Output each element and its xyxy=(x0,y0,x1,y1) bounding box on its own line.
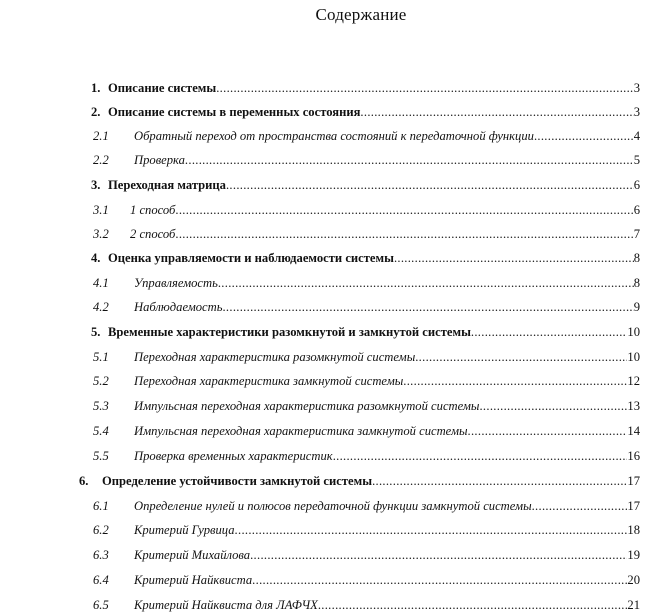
toc-entry-page: 17 xyxy=(627,499,640,513)
dot-leader xyxy=(175,226,633,242)
toc-entry-4-1[interactable] xyxy=(0,275,666,291)
toc-entry-number: 5.4 xyxy=(93,424,109,438)
toc-entry-title: 2 способ xyxy=(130,227,176,241)
toc-entry-title: Импульсная переходная характеристика замкнутой системы xyxy=(134,424,468,438)
dot-leader xyxy=(479,398,627,414)
toc-entry-title: Переходная матрица xyxy=(108,178,226,192)
toc-entry-page: 6 xyxy=(633,178,640,192)
toc-entry-page: 5 xyxy=(633,153,640,167)
toc-entry-title: Импульсная переходная характеристика разомкнутой системы xyxy=(134,399,480,413)
toc-entry-4-2[interactable] xyxy=(0,299,666,315)
toc-entry-page: 19 xyxy=(627,548,640,562)
dot-leader xyxy=(235,522,628,538)
toc-entry-number: 5.1 xyxy=(93,350,109,364)
toc-entry-3[interactable] xyxy=(0,177,666,193)
toc-entry-number: 5.2 xyxy=(93,374,109,388)
toc-entry-page: 10 xyxy=(627,325,640,339)
toc-entry-6-2[interactable] xyxy=(0,522,666,538)
toc-entry-number: 6.5 xyxy=(93,598,109,612)
page-title: Содержание xyxy=(315,5,407,24)
toc-entry-page: 3 xyxy=(633,81,640,95)
dot-leader xyxy=(185,152,634,168)
dot-leader xyxy=(415,349,627,365)
toc-entry-number: 2.1 xyxy=(93,129,109,143)
toc-entry-number: 6.4 xyxy=(93,573,109,587)
dot-leader xyxy=(175,202,633,218)
toc-entry-4[interactable] xyxy=(0,250,666,266)
toc-entry-title: Переходная характеристика разомкнутой системы xyxy=(134,350,416,364)
toc-entry-5-2[interactable] xyxy=(0,373,666,389)
dot-leader xyxy=(250,547,627,563)
toc-entry-number: 3.1 xyxy=(93,203,109,217)
toc-entry-page: 21 xyxy=(627,598,640,612)
toc-entry-title: Переходная характеристика замкнутой системы xyxy=(134,374,404,388)
toc-entry-title: Оценка управляемости и наблюдаемости системы xyxy=(108,251,394,265)
dot-leader xyxy=(226,177,634,193)
dot-leader xyxy=(318,597,628,613)
toc-entry-title: Критерий Михайлова xyxy=(134,548,251,562)
toc-entry-page: 14 xyxy=(627,424,640,438)
toc-entry-5-5[interactable] xyxy=(0,448,666,464)
toc-entry-2[interactable] xyxy=(0,104,666,120)
toc-entry-6-1[interactable] xyxy=(0,498,666,514)
toc-entry-title: Критерий Найквиста xyxy=(134,573,253,587)
toc-entry-page: 12 xyxy=(627,374,640,388)
toc-entry-number: 5. xyxy=(91,325,101,339)
toc-entry-3-2[interactable] xyxy=(0,226,666,242)
toc-entry-page: 3 xyxy=(633,105,640,119)
dot-leader xyxy=(252,572,627,588)
dot-leader xyxy=(403,373,627,389)
toc-entry-title: Критерий Найквиста для ЛАФЧХ xyxy=(134,598,318,612)
toc-entry-page: 13 xyxy=(627,399,640,413)
toc-entry-number: 3.2 xyxy=(93,227,109,241)
toc-entry-title: 1 способ xyxy=(130,203,176,217)
toc-entry-number: 6.1 xyxy=(93,499,109,513)
toc-entry-number: 2. xyxy=(91,105,101,119)
dot-leader xyxy=(360,104,633,120)
toc-entry-page: 4 xyxy=(633,129,640,143)
toc-entry-number: 6.2 xyxy=(93,523,109,537)
toc-entry-6-3[interactable] xyxy=(0,547,666,563)
toc-entry-title: Критерий Гурвица xyxy=(134,523,235,537)
toc-entry-page: 18 xyxy=(627,523,640,537)
toc-entry-6[interactable] xyxy=(0,473,666,489)
toc-entry-2-2[interactable] xyxy=(0,152,666,168)
toc-entry-number: 5.5 xyxy=(93,449,109,463)
toc-entry-5-4[interactable] xyxy=(0,423,666,439)
toc-entry-title: Определение устойчивости замкнутой системы xyxy=(102,474,373,488)
toc-entry-number: 5.3 xyxy=(93,399,109,413)
toc-entry-title: Наблюдаемость xyxy=(134,300,223,314)
toc-entry-number: 4. xyxy=(91,251,101,265)
toc-entry-title: Определение нулей и полюсов передаточной функции замкнутой системы xyxy=(134,499,532,513)
toc-entry-page: 10 xyxy=(627,350,640,364)
toc-entry-2-1[interactable] xyxy=(0,128,666,144)
toc-entry-number: 6.3 xyxy=(93,548,109,562)
toc-entry-title: Управляемость xyxy=(134,276,218,290)
toc-entry-title: Проверка xyxy=(134,153,185,167)
toc-entry-page: 9 xyxy=(633,300,640,314)
toc-entry-page: 8 xyxy=(633,251,640,265)
dot-leader xyxy=(468,423,628,439)
toc-entry-3-1[interactable] xyxy=(0,202,666,218)
dot-leader xyxy=(471,324,628,340)
toc-entry-5[interactable] xyxy=(0,324,666,340)
toc-entry-6-4[interactable] xyxy=(0,572,666,588)
toc-entry-number: 4.2 xyxy=(93,300,109,314)
toc-entry-title: Временные характеристики разомкнутой и замкнутой системы xyxy=(108,325,471,339)
dot-leader xyxy=(222,299,633,315)
toc-entry-5-1[interactable] xyxy=(0,349,666,365)
dot-leader xyxy=(372,473,627,489)
toc-entry-6-5[interactable] xyxy=(0,597,666,613)
dot-leader xyxy=(218,275,634,291)
dot-leader xyxy=(532,498,628,514)
toc-entry-number: 3. xyxy=(91,178,101,192)
toc-entry-page: 7 xyxy=(633,227,640,241)
toc-entry-number: 1. xyxy=(91,81,101,95)
toc-entry-page: 17 xyxy=(627,474,640,488)
toc-entry-title: Обратный переход от пространства состояний к передаточной функции xyxy=(134,129,534,143)
toc-entry-title: Проверка временных характеристик xyxy=(134,449,333,463)
dot-leader xyxy=(394,250,634,266)
dot-leader xyxy=(534,128,634,144)
toc-entry-title: Описание системы xyxy=(108,81,217,95)
dot-leader xyxy=(333,448,628,464)
toc-entry-page: 16 xyxy=(627,449,640,463)
toc-entry-page: 20 xyxy=(627,573,640,587)
toc-entry-page: 6 xyxy=(633,203,640,217)
toc-entry-page: 8 xyxy=(633,276,640,290)
toc-entry-number: 2.2 xyxy=(93,153,109,167)
toc-entry-5-3[interactable] xyxy=(0,398,666,414)
dot-leader xyxy=(216,80,633,96)
toc-entry-1[interactable] xyxy=(0,80,666,96)
toc-entry-title: Описание системы в переменных состояния xyxy=(108,105,361,119)
toc-entry-number: 4.1 xyxy=(93,276,109,290)
toc-entry-number: 6. xyxy=(79,474,89,488)
